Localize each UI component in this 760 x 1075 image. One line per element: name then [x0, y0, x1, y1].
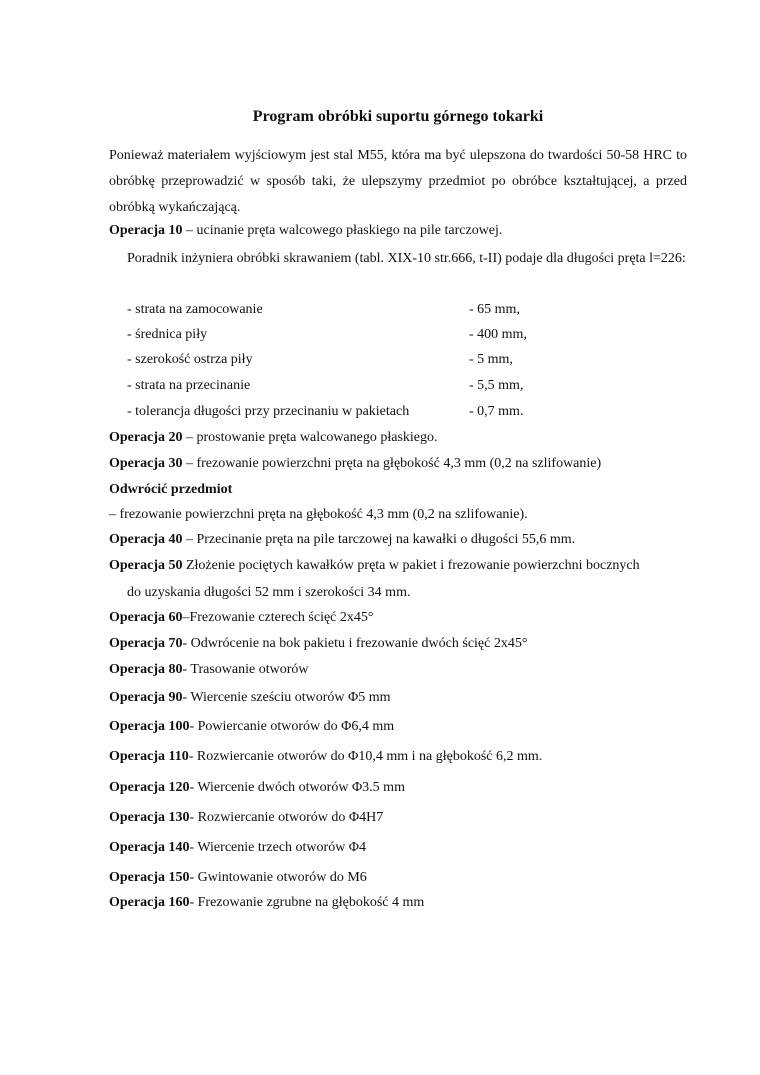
operation-label: Operacja 80 [109, 662, 183, 677]
operation-50-continuation: do uzyskania długości 52 mm i szerokości 34 mm. [127, 585, 411, 600]
operation-label: Operacja 110 [109, 749, 189, 764]
operation-90 [109, 690, 391, 706]
operation-60 [109, 610, 374, 626]
operation-text: - Rozwiercanie otworów do Φ10,4 mm i na głębokość 6,2 mm. [188, 749, 543, 764]
operation-label: Operacja 60 [109, 610, 183, 625]
operation-label: Operacja 100 [109, 719, 190, 734]
operation-label: Operacja 30 [109, 456, 183, 471]
flip-heading: Odwrócić przedmiot [109, 482, 233, 497]
param-row [127, 327, 207, 343]
operation-label: Operacja 20 [109, 430, 183, 445]
operation-110 [109, 749, 542, 765]
operation-160 [109, 895, 424, 911]
operation-text: - Wiercenie sześciu otworów Φ5 mm [182, 690, 391, 705]
intro-paragraph: Ponieważ materiałem wyjściowym jest stal M55, która ma być ulepszona do twardości 50-58 HRC to obróbkę przeprowadzić w sposób taki, że ulepszymy przedmiot po obróbce kształtującej, a przed obróbką wykańczającą. [109, 148, 687, 215]
operation-140 [109, 840, 366, 856]
operation-40 [109, 532, 575, 548]
param-name: - strata na przecinanie [127, 378, 251, 393]
operation-70 [109, 636, 527, 652]
operation-text: – frezowanie powierzchni pręta na głębokość 4,3 mm (0,2 na szlifowanie) [182, 456, 602, 471]
operation-130 [109, 810, 383, 826]
operation-100 [109, 719, 394, 735]
operation-text: - Trasowanie otworów [182, 662, 309, 677]
param-row [127, 404, 409, 420]
param-value: - 5 mm, [469, 352, 513, 367]
param-value: - 0,7 mm. [469, 404, 524, 419]
param-value: - 5,5 mm, [469, 378, 524, 393]
operation-label: Operacja 140 [109, 840, 190, 855]
operation-text: - Odwrócenie na bok pakietu i frezowanie dwóch ścięć 2x45° [182, 636, 528, 651]
param-name: - strata na zamocowanie [127, 302, 263, 317]
document-title: Program obróbki suportu górnego tokarki [252, 108, 544, 125]
operation-50 [109, 558, 640, 574]
param-value: - 400 mm, [469, 327, 527, 342]
operation-text: - Rozwiercanie otworów do Φ4H7 [189, 810, 384, 825]
operation-30 [109, 456, 601, 472]
operation-text: – Przecinanie pręta na pile tarczowej na kawałki o długości 55,6 mm. [182, 532, 576, 547]
param-row [127, 352, 253, 368]
operation-text: – prostowanie pręta walcowanego płaskiego. [182, 430, 438, 445]
operation-label: Operacja 160 [109, 895, 190, 910]
operation-150 [109, 870, 367, 886]
param-row [127, 378, 250, 394]
operation-text: - Frezowanie zgrubne na głębokość 4 mm [189, 895, 425, 910]
operation-label: Operacja 130 [109, 810, 190, 825]
operation-text: Złożenie pociętych kawałków pręta w pakiet i frezowanie powierzchni bocznych [182, 558, 640, 573]
operation-label: Operacja 50 [109, 558, 183, 573]
operation-120 [109, 780, 405, 796]
operation-label: Operacja 40 [109, 532, 183, 547]
param-name: - tolerancja długości przy przecinaniu w pakietach [127, 404, 410, 419]
operation-label: Operacja 10 [109, 223, 183, 238]
operation-label: Operacja 70 [109, 636, 183, 651]
operation-text: – ucinanie pręta walcowego płaskiego na pile tarczowej. [182, 223, 503, 238]
operation-20 [109, 430, 438, 446]
operation-label: Operacja 120 [109, 780, 190, 795]
operation-label: Operacja 150 [109, 870, 190, 885]
operation-label: Operacja 90 [109, 690, 183, 705]
operation-text: - Wiercenie dwóch otworów Φ3.5 mm [189, 780, 405, 795]
operation-text: - Powiercanie otworów do Φ6,4 mm [189, 719, 395, 734]
operation-text: –Frezowanie czterech ścięć 2x45° [182, 610, 374, 625]
operation-10 [109, 223, 502, 239]
param-name: - średnica piły [127, 327, 208, 342]
reference-paragraph: Poradnik inżyniera obróbki skrawaniem (tabl. XIX-10 str.666, t-II) podaje dla długości pręta l=226: [127, 251, 686, 266]
param-value: - 65 mm, [469, 302, 520, 317]
param-row [127, 302, 263, 318]
flip-text: – frezowanie powierzchni pręta na głębokość 4,3 mm (0,2 na szlifowanie). [109, 507, 528, 522]
operation-80 [109, 662, 308, 678]
operation-text: - Gwintowanie otworów do M6 [189, 870, 367, 885]
param-name: - szerokość ostrza piły [127, 352, 253, 367]
operation-text: - Wiercenie trzech otworów Φ4 [189, 840, 367, 855]
